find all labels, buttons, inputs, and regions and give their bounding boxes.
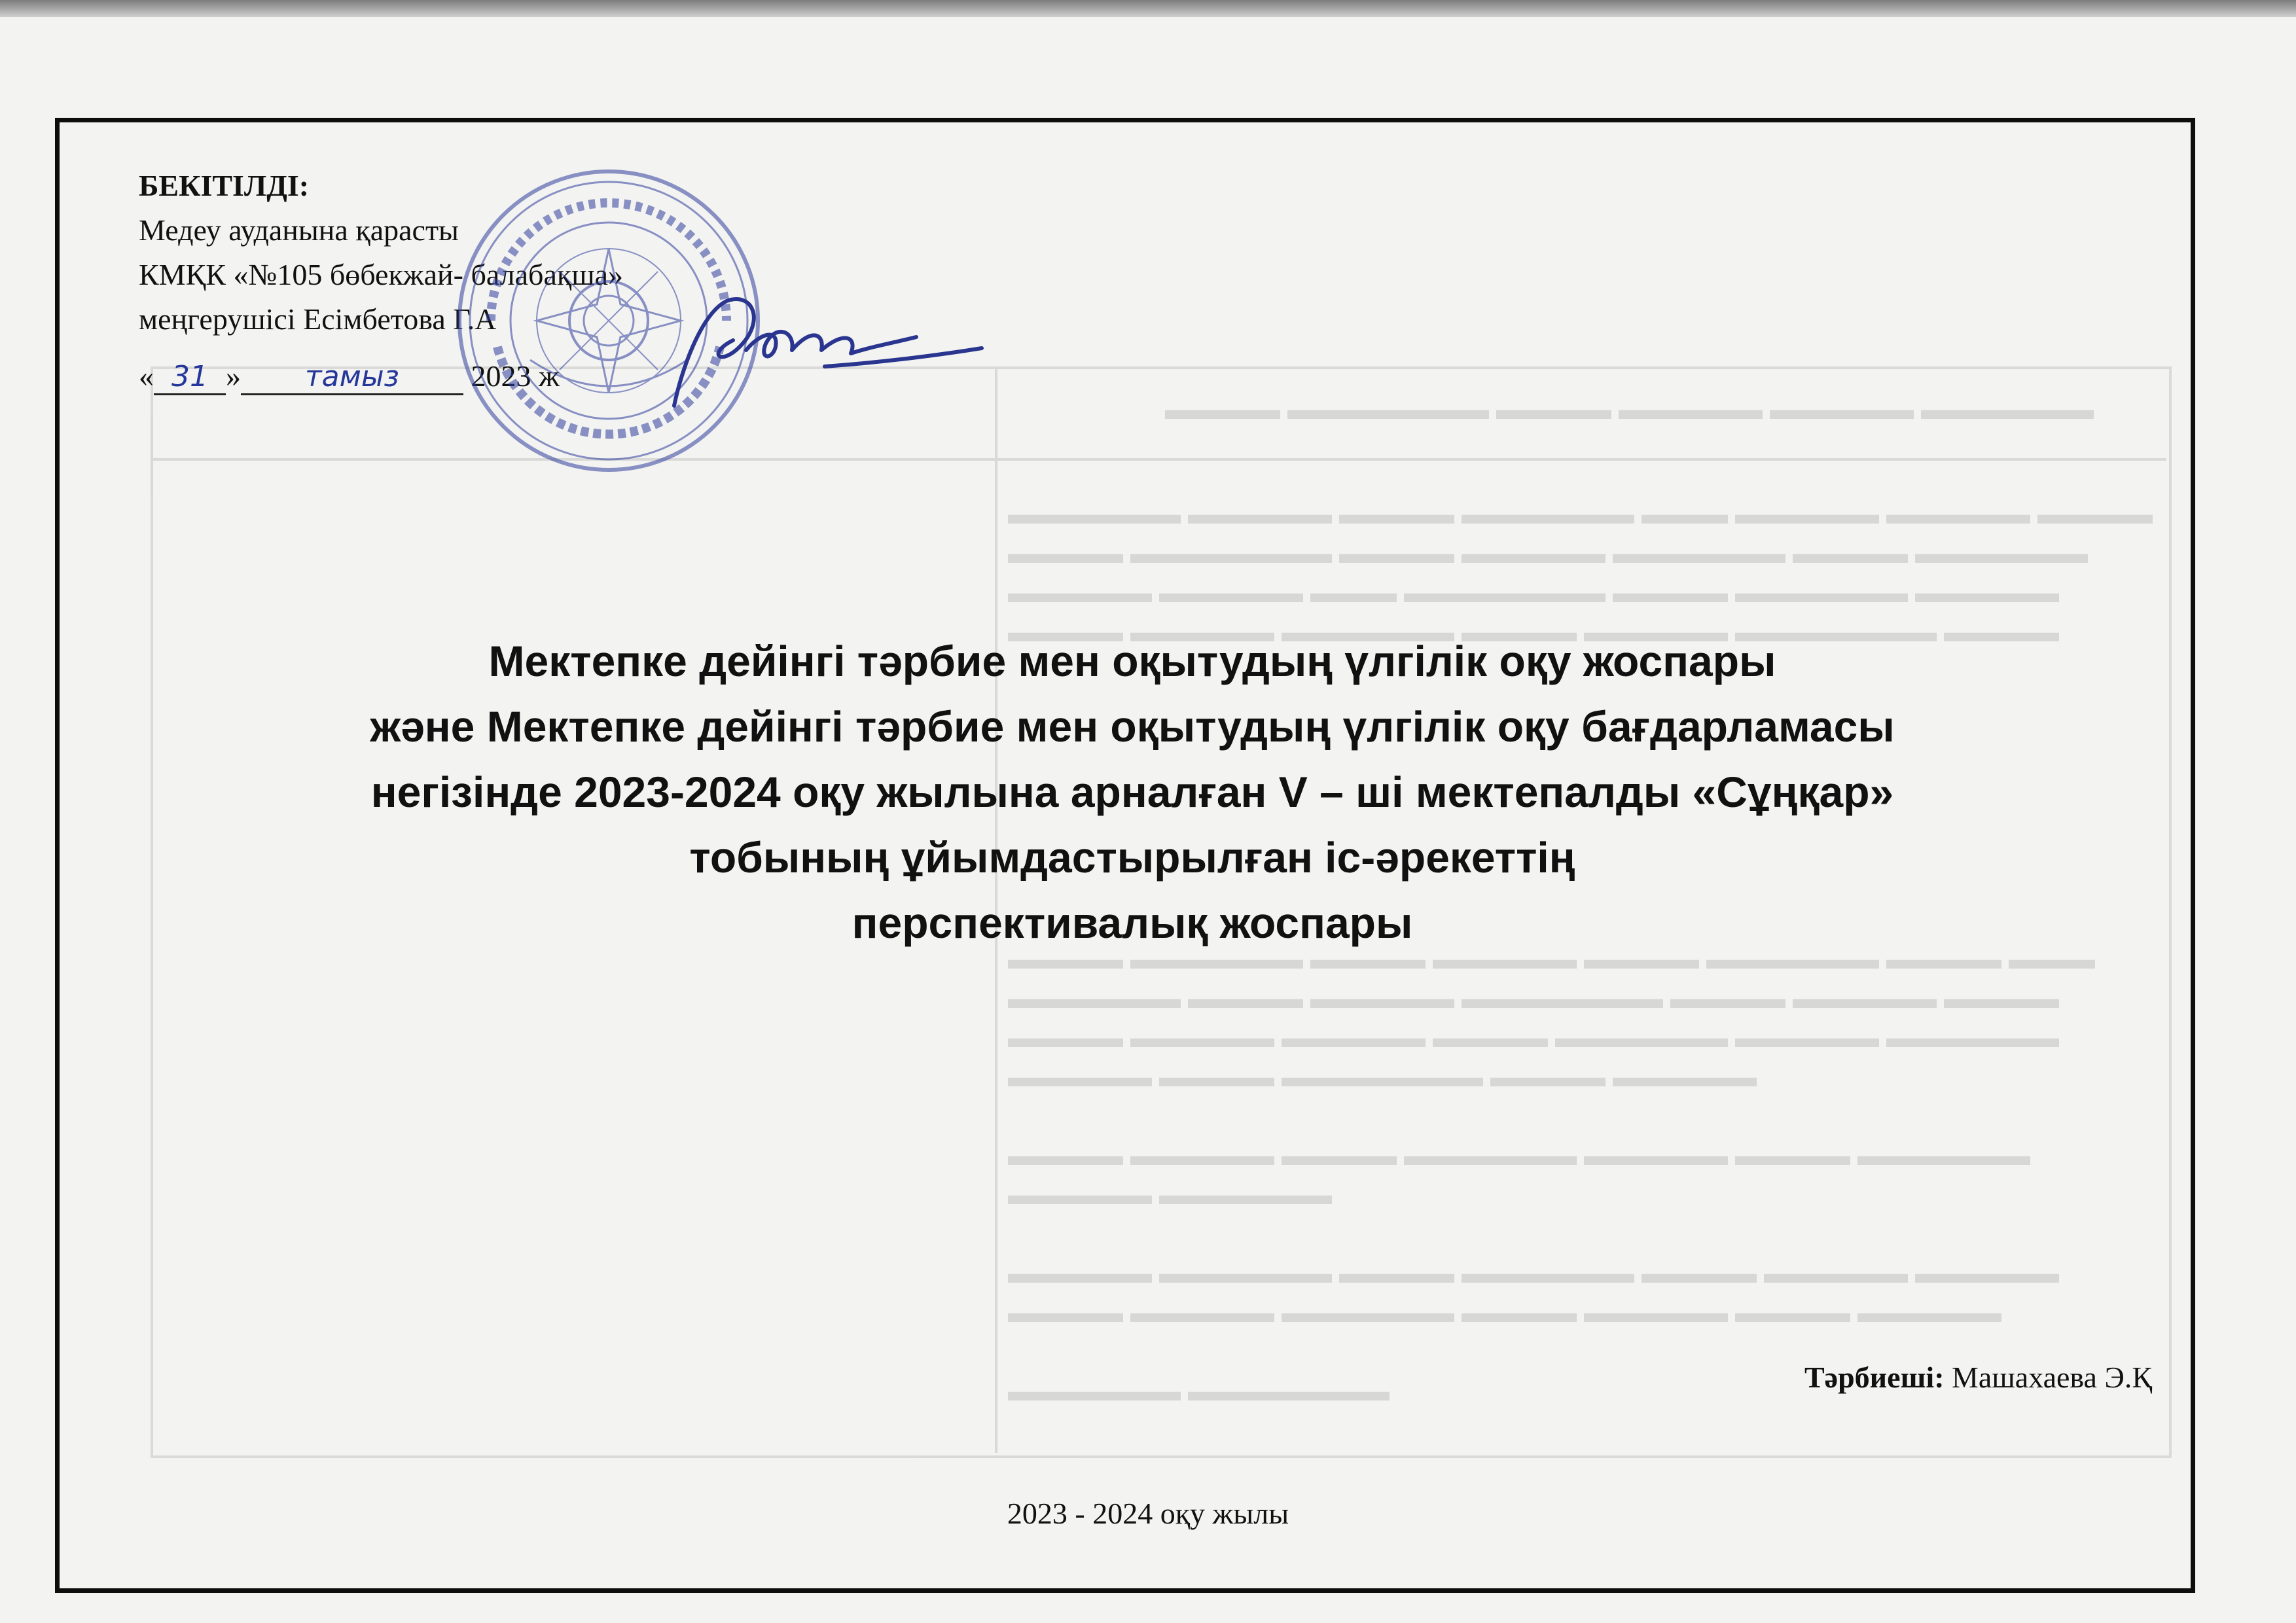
approval-district: Медеу ауданына қарасты <box>139 213 459 247</box>
teacher-name: Машахаева Э.Қ <box>1952 1361 2152 1394</box>
date-month: тамыз <box>305 360 399 393</box>
teacher-label: Тәрбиеші: <box>1804 1361 1945 1394</box>
approval-heading: БЕКІТІЛДІ: <box>139 169 310 202</box>
date-day: 31 <box>171 360 208 393</box>
signature <box>655 275 995 419</box>
document-title <box>105 628 2160 955</box>
scan-edge <box>0 0 2296 17</box>
title-line-4: тобының ұйымдастырылған іс-әрекеттің <box>689 833 1575 882</box>
title-line-2: және Мектепке дейінгі тәрбие мен оқытудың үлгілік оқу бағдарламасы <box>370 702 1895 751</box>
title-line-1: Мектепке дейінгі тәрбие мен оқытудың үлгілік оқу жоспары <box>488 637 1776 685</box>
title-line-5: перспективалық жоспары <box>852 899 1413 947</box>
teacher-line <box>1804 1360 2152 1395</box>
title-line-3: негізінде 2023-2024 оқу жылына арналған V – ші мектепалды «Сұңқар» <box>370 768 1894 816</box>
academic-year: 2023 - 2024 оқу жылы <box>1007 1497 1289 1530</box>
date-quote-open: « <box>139 359 154 393</box>
approval-head: меңгерушісі Есімбетова Г.А <box>139 302 497 336</box>
bleed-through-texture: ▬▬▬▬ ▬▬▬▬▬▬▬ ▬▬▬▬ ▬▬▬▬▬ ▬▬▬▬▬ ▬▬▬▬▬▬ ▬▬▬▬▬▬ ▬▬▬▬▬ ▬▬▬▬ ▬▬▬▬▬▬ ▬▬▬ ▬▬▬▬▬ ▬▬▬▬▬ ▬▬▬▬ ▬▬▬▬ ▬▬▬▬▬▬▬ ▬▬▬▬ ▬▬▬▬▬ ▬▬▬▬▬▬ ▬▬▬▬ ▬▬▬▬▬▬ ▬▬▬▬▬ ▬▬▬▬▬ ▬▬▬ ▬▬▬▬▬▬▬ ▬▬▬▬ ▬▬▬▬▬▬ ▬▬▬▬▬ ▬▬▬▬ ▬▬▬▬▬ ▬▬▬▬▬▬ ▬▬▬▬ ▬▬▬▬▬ ▬▬▬▬▬▬▬ ▬▬▬▬ ▬▬▬▬ ▬▬▬▬▬▬ ▬▬▬▬ ▬▬▬▬▬ ▬▬▬▬ ▬▬▬▬▬▬ ▬▬▬▬ ▬▬▬ ▬▬▬▬▬▬ ▬▬▬▬ ▬▬▬▬▬ ▬▬▬▬▬▬▬ ▬▬▬▬ ▬▬▬▬▬ ▬▬▬▬ ▬▬▬▬ ▬▬▬▬▬ ▬▬▬▬▬ ▬▬▬▬ ▬▬▬▬▬▬ ▬▬▬▬▬ ▬▬▬▬▬▬ ▬▬▬▬▬ ▬▬▬▬ ▬▬▬▬▬▬▬ ▬▬▬▬ ▬▬▬▬▬ ▬▬▬▬ ▬▬▬▬▬ ▬▬▬▬ ▬▬▬▬▬▬ ▬▬▬▬▬ ▬▬▬▬ ▬▬▬▬▬▬ ▬▬▬▬▬ ▬▬▬▬▬▬ ▬▬▬▬▬ ▬▬▬▬▬▬ ▬▬▬▬ ▬▬▬▬▬▬ ▬▬▬▬ ▬▬▬▬▬ ▬▬▬▬▬ ▬▬▬▬ ▬▬▬▬▬ ▬▬▬▬▬▬ ▬▬▬▬ ▬▬▬▬▬ ▬▬▬▬ ▬▬▬▬▬ ▬▬▬▬▬▬ ▬▬▬▬▬▬▬ <box>0 0 2296 1623</box>
date-quote-close: » <box>226 359 241 393</box>
approval-organization: КМҚК «№105 бөбекжай- балабақша» <box>139 258 624 291</box>
date-year: 2023 ж <box>471 359 560 393</box>
